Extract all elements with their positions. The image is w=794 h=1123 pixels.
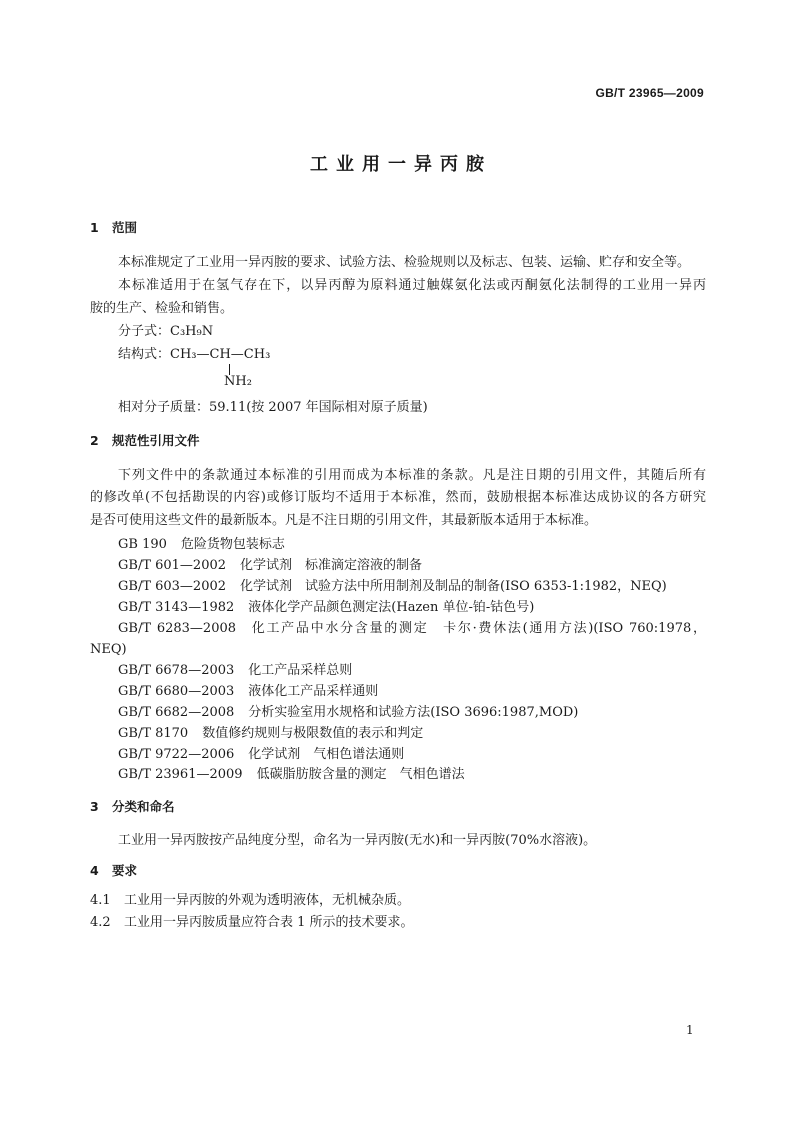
paragraph-line: 胺的生产、检验和销售。: [90, 301, 234, 316]
reference-title: 液体化学产品颜色测定法(Hazen 单位-铂-钴色号): [248, 600, 535, 615]
structural-formula: [118, 346, 270, 364]
document-title: 工业用一异丙胺: [310, 154, 492, 175]
reference-title: 分析实验室用水规格和试验方法(ISO 3696:1987,MOD): [248, 705, 579, 720]
reference-item: [118, 725, 423, 743]
reference-title: 化学试剂 气相色谱法通则: [248, 747, 405, 762]
clause: [90, 914, 414, 932]
reference-item: [118, 746, 404, 764]
section-title: 规范性引用文件: [112, 433, 200, 448]
section-heading-requirements: [90, 862, 137, 880]
structure-chain: CH₃—CH—CH₃: [170, 347, 271, 362]
reference-continuation: NEQ): [90, 642, 127, 657]
section-title: 要求: [112, 863, 138, 878]
reference-title: 危险货物包装标志: [180, 537, 285, 552]
reference-code: GB/T 603—2002: [118, 579, 227, 594]
reference-title: 数值修约规则与极限数值的表示和判定: [202, 726, 424, 741]
paragraph-line: 是否可使用这些文件的最新版本。凡是不注日期的引用文件，其最新版本适用于本标准。: [90, 513, 598, 528]
reference-item: [118, 536, 285, 554]
paragraph-line: 本标准规定了工业用一异丙胺的要求、试验方法、检验规则以及标志、包装、运输、贮存和安全等。: [118, 255, 691, 270]
reference-item: [118, 557, 422, 575]
page-number: 1: [686, 1023, 694, 1037]
reference-item: [118, 766, 465, 784]
reference-item: [118, 620, 706, 638]
section-heading-scope: [90, 219, 137, 237]
reference-title: 低碳脂肪胺含量的测定 气相色谱法: [256, 767, 465, 782]
structure-label: 结构式：: [118, 347, 171, 362]
reference-code: GB/T 3143—1982: [118, 600, 235, 615]
reference-code: GB/T 8170: [118, 726, 189, 741]
reference-code: GB/T 9722—2006: [118, 747, 235, 762]
section-number: 1: [90, 220, 99, 235]
section-number: 4: [90, 863, 99, 878]
section-title: 分类和命名: [112, 799, 175, 814]
clause-number: 4.2: [90, 915, 111, 930]
reference-title: 化学试剂 试验方法中所用制剂及制品的制备(ISO 6353-1:1982，NEQ): [240, 579, 667, 594]
reference-code: GB/T 6682—2008: [118, 705, 235, 720]
paragraph-line: 的修改单(不包括勘误的内容)或修订版均不适用于本标准，然而，鼓励根据本标准达成协议的各方研究: [90, 490, 706, 505]
reference-code: GB/T 6678—2003: [118, 663, 235, 678]
structure-branch-group: NH₂: [224, 374, 252, 389]
standard-code: GB/T 23965—2009: [595, 86, 704, 100]
clause-number: 4.1: [90, 893, 111, 908]
paragraph-line: 下列文件中的条款通过本标准的引用而成为本标准的条款。凡是注日期的引用文件，其随后所有: [118, 468, 706, 483]
clause: [90, 892, 410, 910]
molar-mass: 相对分子质量：59.11(按 2007 年国际相对原子质量): [118, 400, 428, 415]
paragraph-line: 本标准适用于在氢气存在下，以异丙醇为原料通过触媒氨化法或丙酮氨化法制得的工业用一异丙: [118, 278, 706, 293]
reference-code: GB/T 23961—2009: [118, 767, 243, 782]
section-heading-classification: [90, 798, 175, 816]
reference-item: [118, 662, 352, 680]
reference-title: 液体化工产品采样通则: [248, 684, 379, 699]
reference-code: GB/T 601—2002: [118, 558, 227, 573]
section-heading-normative-references: [90, 432, 200, 450]
paragraph-line: 工业用一异丙胺按产品纯度分型，命名为一异丙胺(无水)和一异丙胺(70%水溶液)。: [118, 833, 597, 848]
reference-code: GB/T 6680—2003: [118, 684, 235, 699]
section-number: 2: [90, 433, 99, 448]
molecular-formula: [118, 323, 213, 341]
clause-text: 工业用一异丙胺的外观为透明液体，无机械杂质。: [124, 893, 411, 908]
reference-code: GB 190: [118, 537, 167, 552]
clause-text: 工业用一异丙胺质量应符合表 1 所示的技术要求。: [124, 915, 414, 930]
reference-title: 化工产品采样总则: [248, 663, 353, 678]
formula-value: C₃H₉N: [170, 324, 214, 339]
section-number: 3: [90, 799, 99, 814]
reference-item: [118, 683, 378, 701]
reference-item: [118, 599, 534, 617]
reference-title: 化学试剂 标准滴定溶液的制备: [240, 558, 423, 573]
reference-title: 化工产品中水分含量的测定 卡尔·费休法(通用方法)(ISO 760:1978，: [250, 621, 706, 636]
reference-item: [118, 704, 578, 722]
reference-code: GB/T 6283—2008: [118, 621, 237, 636]
section-title: 范围: [112, 220, 138, 235]
reference-item: [118, 578, 667, 596]
formula-label: 分子式：: [118, 324, 171, 339]
